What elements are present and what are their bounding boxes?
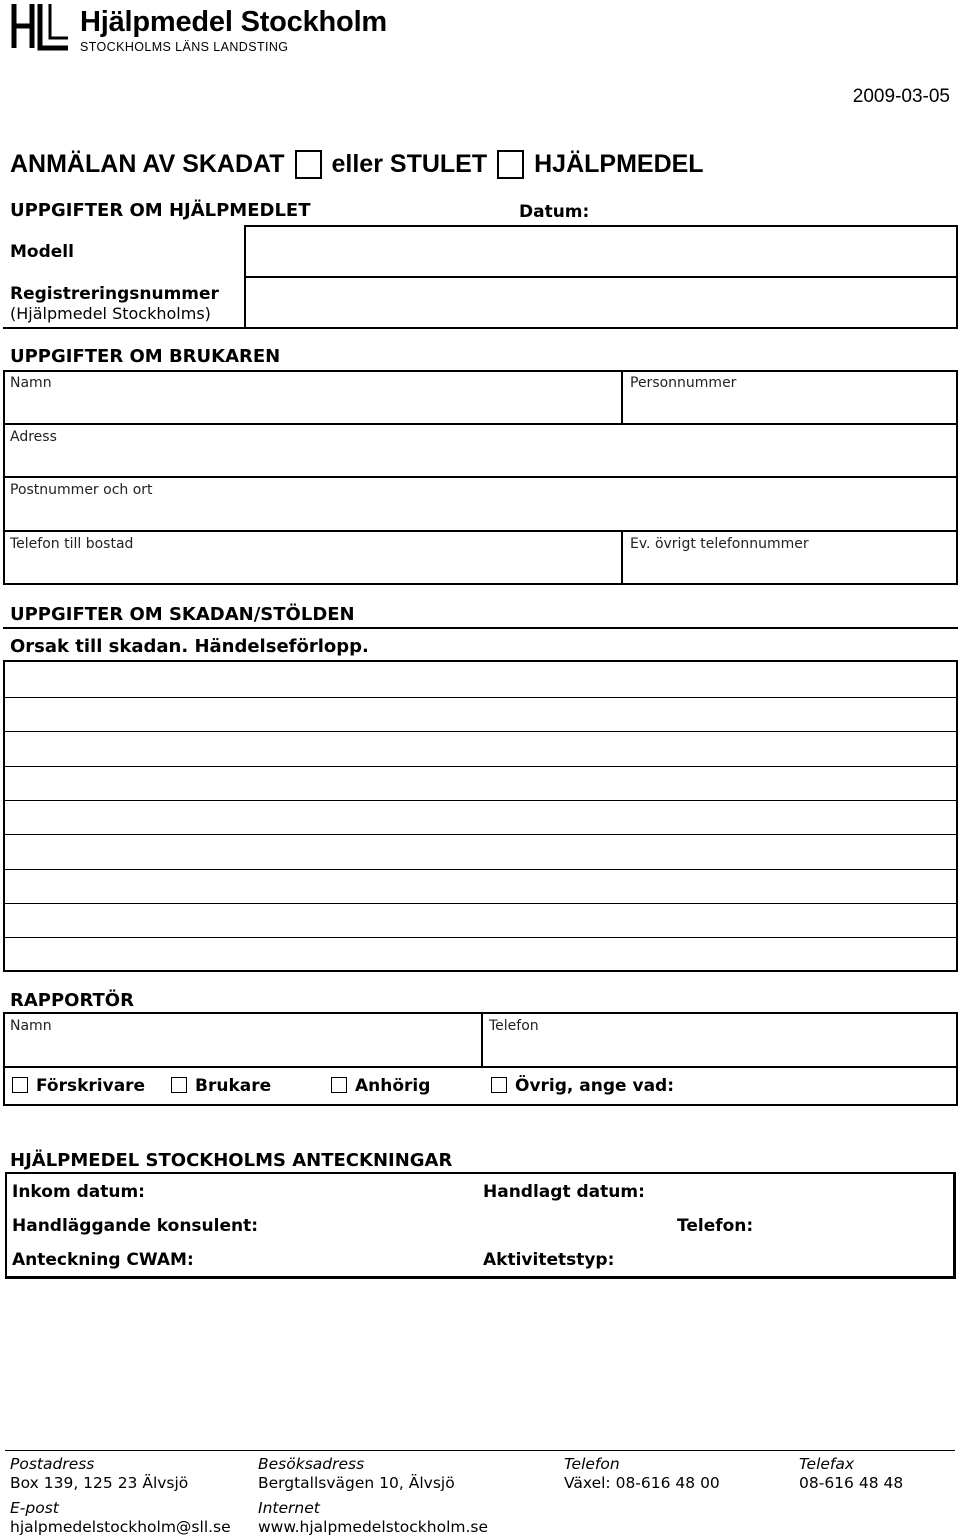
user-name-label: Namn [10, 375, 52, 391]
document-date: 2009-03-05 [852, 86, 950, 107]
reporter-name-field[interactable] [5, 1014, 480, 1066]
title-part-stolen: eller STULET [331, 150, 488, 178]
notes-phone-label: Telefon: [677, 1216, 754, 1236]
address-label: Adress [10, 429, 57, 445]
aid-section-heading: UPPGIFTER OM HJÄLPMEDLET [10, 200, 311, 221]
reporter-phone-label: Telefon [489, 1018, 539, 1034]
home-phone-field[interactable] [5, 532, 620, 583]
damaged-checkbox[interactable] [295, 150, 322, 179]
logo-subtitle: STOCKHOLMS LÄNS LANDSTING [80, 40, 289, 54]
checkbox-icon[interactable] [12, 1077, 28, 1093]
consultant-label: Handläggande konsulent: [12, 1216, 259, 1236]
received-date-label: Inkom datum: [12, 1182, 145, 1202]
address-field[interactable] [5, 425, 956, 476]
checkbox-icon[interactable] [331, 1077, 347, 1093]
footer-phone-label: Telefon [564, 1455, 620, 1473]
cause-line [5, 937, 956, 938]
role-user[interactable] [171, 1076, 271, 1096]
user-box-bottom [3, 583, 958, 585]
postal-label: Postnummer och ort [10, 482, 153, 498]
footer-email-link[interactable]: hjalpmedelstockholm@sll.se [10, 1518, 231, 1536]
cause-line [5, 834, 956, 835]
user-name-field[interactable] [5, 372, 620, 423]
logo [10, 2, 390, 54]
reg-number-sublabel: (Hjälpmedel Stockholms) [10, 304, 211, 323]
logo-title: Hjälpmedel Stockholm [80, 6, 388, 38]
footer-fax-value: 08-616 48 48 [799, 1474, 904, 1492]
stolen-checkbox[interactable] [497, 150, 524, 179]
damage-section-heading: UPPGIFTER OM SKADAN/STÖLDEN [10, 604, 355, 625]
footer-phone-value: Växel: 08-616 48 00 [564, 1474, 720, 1492]
cause-line [5, 903, 956, 904]
other-phone-label: Ev. övrigt telefonnummer [630, 536, 809, 552]
personal-number-field[interactable] [623, 372, 956, 423]
role-other[interactable] [491, 1076, 674, 1096]
activity-type-label: Aktivitetstyp: [483, 1250, 615, 1270]
form-title [10, 150, 704, 179]
footer-web-link[interactable]: www.hjalpmedelstockholm.se [258, 1518, 489, 1536]
aid-date-label: Datum: [519, 202, 590, 222]
footer-divider [5, 1450, 955, 1451]
role-user-label: Brukare [195, 1076, 272, 1096]
footer-email-label: E-post [10, 1499, 59, 1517]
user-section-heading: UPPGIFTER OM BRUKAREN [10, 346, 281, 367]
reporter-name-label: Namn [10, 1018, 52, 1034]
cause-label: Orsak till skadan. Händelseförlopp. [10, 636, 369, 657]
footer-post-label: Postadress [10, 1455, 95, 1473]
role-other-label: Övrig, ange vad: [515, 1076, 675, 1096]
other-phone-field[interactable] [623, 532, 956, 583]
aid-box-bottom [3, 327, 958, 329]
hjalpmedel-logo-icon [10, 2, 72, 52]
footer-fax-label: Telefax [799, 1455, 855, 1473]
cause-line [5, 800, 956, 801]
home-phone-label: Telefon till bostad [10, 536, 134, 552]
role-relative[interactable] [331, 1076, 430, 1096]
personal-number-label: Personnummer [630, 375, 737, 391]
role-prescriber[interactable] [12, 1076, 145, 1096]
reg-number-label: Registreringsnummer [10, 284, 219, 304]
cwam-note-label: Anteckning CWAM: [12, 1250, 194, 1270]
reporter-section-heading: RAPPORTÖR [10, 990, 134, 1011]
damage-box-top [3, 627, 958, 629]
footer-visit-label: Besöksadress [258, 1455, 365, 1473]
notes-section-heading: HJÄLPMEDEL STOCKHOLMS ANTECKNINGAR [10, 1150, 453, 1171]
footer-web-label: Internet [258, 1499, 320, 1517]
cause-textarea[interactable] [3, 660, 958, 972]
handled-date-label: Handlagt datum: [483, 1182, 645, 1202]
role-relative-label: Anhörig [355, 1076, 431, 1096]
model-label: Modell [10, 242, 74, 262]
checkbox-icon[interactable] [491, 1077, 507, 1093]
title-part-aid: HJÄLPMEDEL [534, 150, 704, 178]
cause-line [5, 731, 956, 732]
postal-field[interactable] [5, 478, 956, 530]
reporter-phone-field[interactable] [483, 1014, 956, 1066]
role-prescriber-label: Förskrivare [36, 1076, 146, 1096]
reg-number-field[interactable] [246, 278, 956, 327]
reporter-line [3, 1066, 958, 1068]
title-part-damaged: ANMÄLAN AV SKADAT [10, 150, 285, 178]
footer-visit-value: Bergtallsvägen 10, Älvsjö [258, 1474, 455, 1492]
cause-line [5, 869, 956, 870]
cause-line [5, 697, 956, 698]
cause-line [5, 766, 956, 767]
model-field[interactable] [246, 227, 956, 276]
footer-post-value: Box 139, 125 23 Älvsjö [10, 1474, 189, 1492]
checkbox-icon[interactable] [171, 1077, 187, 1093]
